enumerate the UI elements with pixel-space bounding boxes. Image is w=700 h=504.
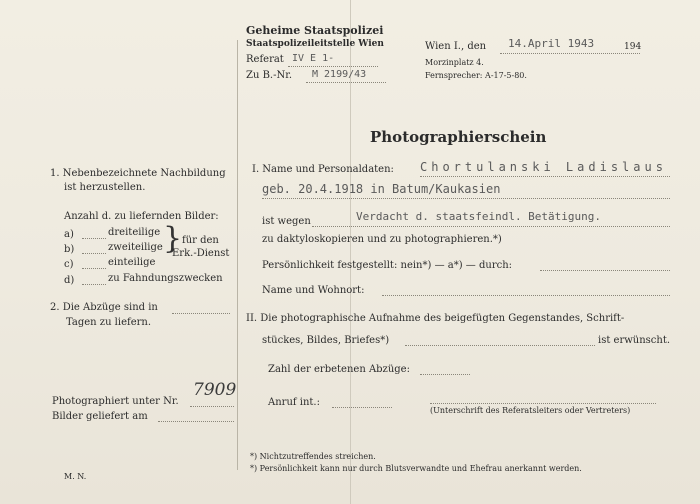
row-c-line — [82, 268, 106, 269]
signature-label: (Unterschrift des Referatsleiters oder Vertreters) — [430, 406, 631, 415]
zu-bnr-label: Zu B.-Nr. — [246, 70, 293, 81]
person-name: Chortulanski Ladislaus — [420, 160, 667, 174]
phone: Fernsprecher: A-17-5-80. — [425, 71, 527, 80]
city-label: Wien I., den — [425, 41, 487, 52]
delivered-line — [158, 421, 234, 422]
reason-value: Verdacht d. staatsfeindl. Betätigung. — [356, 210, 602, 223]
row-c-letter: c) — [64, 259, 74, 270]
copies-label: Zahl der erbetenen Abzüge: — [268, 364, 410, 375]
row-a-label: dreiteilige — [108, 227, 161, 238]
item1-line2: ist herzustellen. — [64, 182, 146, 193]
row-b-letter: b) — [64, 244, 75, 255]
reason-line — [312, 226, 670, 227]
identity-line — [540, 270, 670, 271]
row-b-label: zweiteilige — [108, 242, 163, 253]
address-line — [382, 295, 670, 296]
referat-value: IV E 1- — [292, 53, 335, 64]
row-c-label: einteilige — [108, 257, 156, 268]
item2-line2: Tagen zu liefern. — [66, 317, 152, 328]
copies-line — [420, 374, 470, 375]
column-divider — [237, 40, 238, 470]
signature-line — [430, 403, 656, 404]
section2-line2: stückes, Bildes, Briefes*) — [262, 335, 390, 346]
footnote-2: *) Persönlichkeit kann nur durch Blutsverwandte und Ehefrau anerkannt werden. — [250, 464, 582, 473]
row-b-line — [82, 253, 106, 254]
item1-line1: 1. Nebenbezeichnete Nachbildung — [50, 168, 226, 179]
reason-line2: zu daktyloskopieren und zu photographieren.*) — [262, 234, 502, 245]
section2-end: ist erwünscht. — [598, 335, 671, 346]
row-a-letter: a) — [64, 229, 74, 240]
address-label: Name und Wohnort: — [262, 285, 365, 296]
photo-number-line — [190, 406, 234, 407]
name-line — [420, 176, 670, 177]
referat-label: Referat — [246, 54, 284, 65]
zu-bnr-line — [306, 82, 386, 83]
authority-name: Geheime Staatspolizei — [246, 24, 384, 37]
birth-data: geb. 20.4.1918 in Batum/Kaukasien — [262, 182, 501, 196]
row-d-label: zu Fahndungszwecken — [108, 273, 223, 284]
form-title: Photographierschein — [370, 128, 547, 146]
brace-line1: für den — [182, 235, 219, 246]
zu-bnr-value: M 2199/43 — [312, 69, 367, 80]
brace: } — [163, 221, 183, 256]
row-d-line — [82, 284, 106, 285]
address: Morzinplatz 4. — [425, 58, 484, 67]
identity-label: Persönlichkeit festgestellt: nein*) — a*) — durch: — [262, 260, 513, 271]
row-a-line — [82, 238, 106, 239]
row-d-letter: d) — [64, 275, 75, 286]
footnote-1: *) Nichtzutreffendes streichen. — [250, 452, 376, 461]
referat-line — [288, 66, 378, 67]
section1-label: I. Name und Personaldaten: — [252, 164, 394, 175]
call-line — [332, 407, 392, 408]
office-name: Staatspolizeileitstelle Wien — [246, 39, 384, 49]
photo-label: Photographiert unter Nr. — [52, 396, 179, 407]
brace-line2: Erk.-Dienst — [172, 248, 230, 259]
initials: M. N. — [64, 472, 87, 481]
item2-line — [172, 313, 230, 314]
section2-line1: II. Die photographische Aufnahme des beigefügten Gegenstandes, Schrift- — [246, 313, 625, 324]
section2-line — [405, 345, 595, 346]
date-value: 14.April 1943 — [508, 37, 595, 50]
item2-line1: 2. Die Abzüge sind in — [50, 302, 158, 313]
birth-line — [262, 198, 670, 199]
date-line — [500, 53, 640, 54]
photo-number: 7909 — [193, 380, 237, 400]
delivered-label: Bilder geliefert am — [52, 411, 148, 422]
count-label: Anzahl d. zu liefernden Bilder: — [64, 211, 219, 222]
call-label: Anruf int.: — [268, 397, 320, 408]
year-suffix: 194 — [624, 42, 642, 52]
reason-label: ist wegen — [262, 216, 311, 227]
